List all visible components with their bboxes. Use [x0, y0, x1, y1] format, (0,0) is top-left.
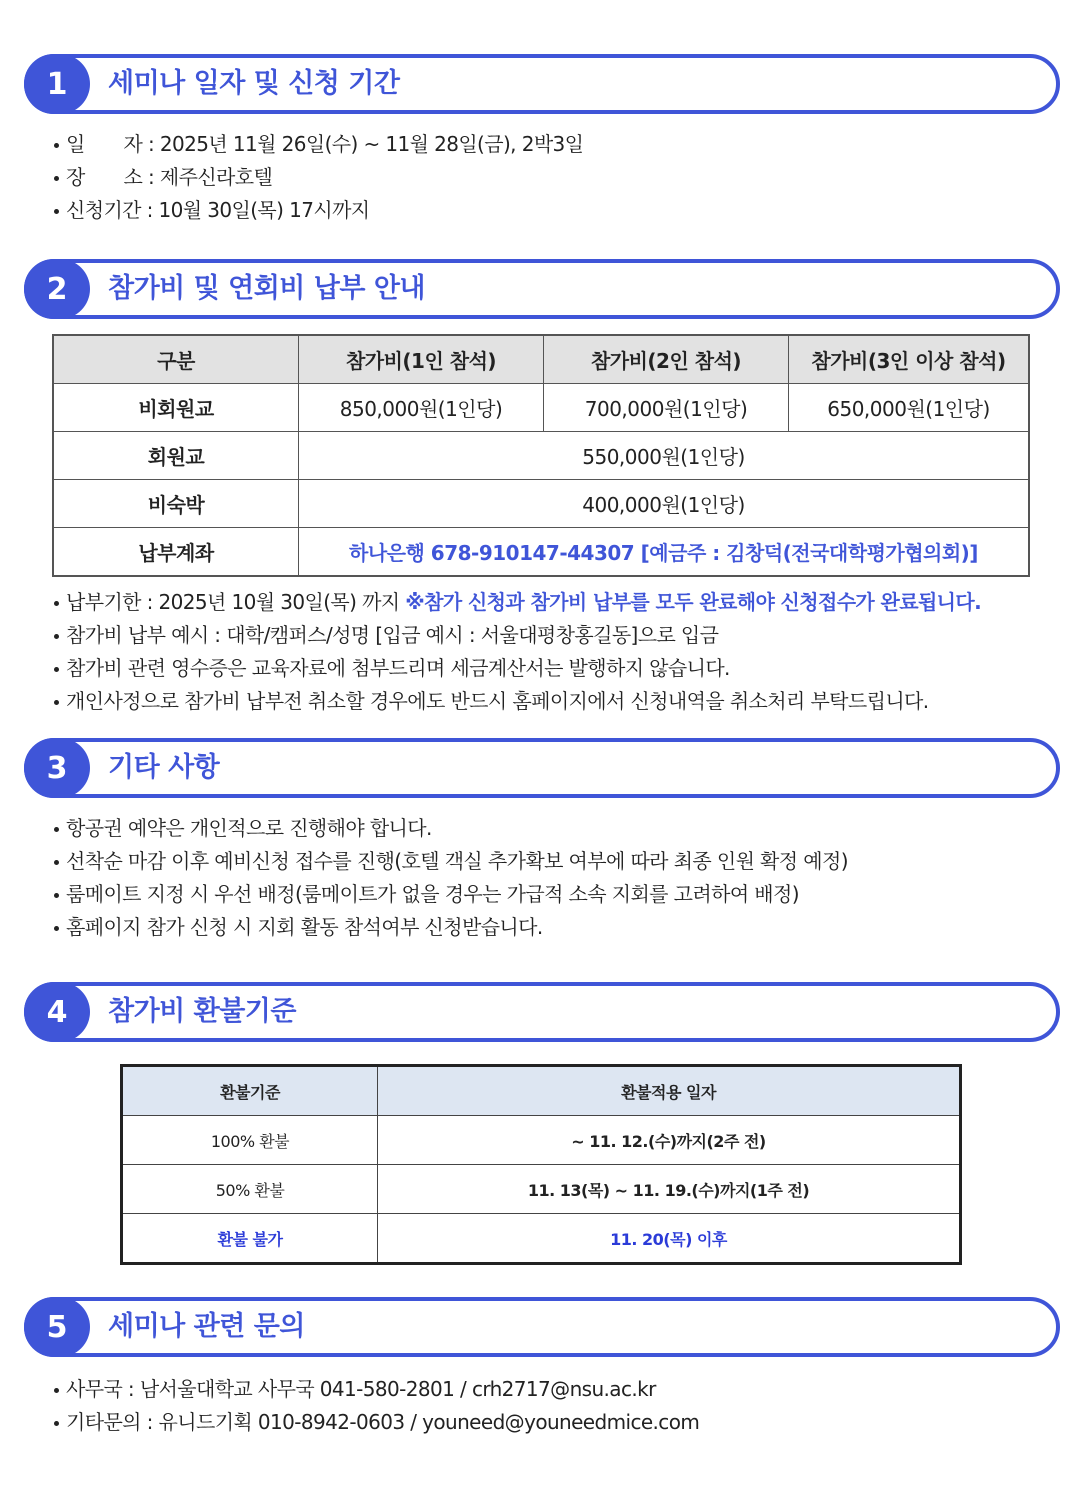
contact-office: 사무국 : 남서울대학교 사무국 041-580-2801 / crh2717@nsu.ac.kr — [52, 1373, 699, 1406]
section-title: 세미나 관련 문의 — [108, 1311, 305, 1342]
table-header-row — [53, 335, 1029, 384]
table-row — [122, 1116, 961, 1165]
table-header-cell: 환불기준 — [122, 1066, 378, 1116]
section-number: 3 — [24, 738, 90, 798]
table-header-cell: 구분 — [53, 335, 299, 384]
section-4-header — [24, 982, 1060, 1042]
section-2-header — [24, 259, 1060, 319]
schedule-date: 일 자 : 2025년 11월 26일(수) ~ 11월 28일(금), 2박3일 — [52, 128, 583, 161]
schedule-list — [52, 128, 583, 227]
payment-due-text: 납부기한 : 2025년 10월 30일(목) 까지 — [66, 590, 406, 614]
table-header-cell: 참가비(3인 이상 참석) — [789, 335, 1030, 384]
fee-table — [52, 334, 1030, 577]
row-label: 비숙박 — [53, 480, 299, 528]
schedule-deadline: 신청기간 : 10월 30일(목) 17시까지 — [52, 194, 583, 227]
list-item: 항공권 예약은 개인적으로 진행해야 합니다. — [52, 812, 848, 845]
table-row — [122, 1165, 961, 1214]
refund-criteria: 환불 불가 — [122, 1214, 378, 1264]
table-cell: 400,000원(1인당) — [299, 480, 1030, 528]
list-item: 룸메이트 지정 시 우선 배정(룸메이트가 없을 경우는 가급적 소속 지회를 고려하여 배정) — [52, 878, 848, 911]
refund-criteria: 100% 환불 — [122, 1116, 378, 1165]
section-3-header — [24, 738, 1060, 798]
section-title: 세미나 일자 및 신청 기간 — [108, 68, 400, 99]
payment-due-warning: ※참가 신청과 참가비 납부를 모두 완료해야 신청접수가 완료됩니다. — [405, 590, 982, 614]
refund-date: 11. 13(목) ~ 11. 19.(수)까지(1주 전) — [378, 1165, 961, 1214]
table-cell: 650,000원(1인당) — [789, 384, 1030, 432]
section-title: 참가비 및 연회비 납부 안내 — [108, 273, 426, 304]
table-row — [53, 528, 1029, 577]
section-5-header — [24, 1297, 1060, 1357]
section-title: 참가비 환불기준 — [108, 996, 296, 1027]
table-header-cell: 참가비(1인 참석) — [299, 335, 544, 384]
table-row — [53, 384, 1029, 432]
table-row — [122, 1214, 961, 1264]
payment-notes — [52, 586, 981, 718]
section-number: 2 — [24, 259, 90, 319]
refund-date: 11. 20(목) 이후 — [378, 1214, 961, 1264]
refund-table — [120, 1064, 962, 1265]
refund-criteria: 50% 환불 — [122, 1165, 378, 1214]
table-header-cell: 환불적용 일자 — [378, 1066, 961, 1116]
list-item: 홈페이지 참가 신청 시 지회 활동 참석여부 신청받습니다. — [52, 911, 848, 944]
payment-receipt: 참가비 관련 영수증은 교육자료에 첨부드리며 세금계산서는 발행하지 않습니다. — [52, 652, 981, 685]
list-item: 선착순 마감 이후 예비신청 접수를 진행(호텔 객실 추가확보 여부에 따라 최종 인원 확정 예정) — [52, 845, 848, 878]
section-number: 1 — [24, 54, 90, 114]
contact-other: 기타문의 : 유니드기획 010-8942-0603 / youneed@youneedmice.com — [52, 1406, 699, 1439]
table-cell: 700,000원(1인당) — [544, 384, 789, 432]
row-label: 납부계좌 — [53, 528, 299, 577]
row-label: 회원교 — [53, 432, 299, 480]
row-label: 비회원교 — [53, 384, 299, 432]
payment-example: 참가비 납부 예시 : 대학/캠퍼스/성명 [입금 예시 : 서울대평창홍길동]으로 입금 — [52, 619, 981, 652]
table-header-row — [122, 1066, 961, 1116]
section-1-header — [24, 54, 1060, 114]
table-row — [53, 480, 1029, 528]
schedule-place: 장 소 : 제주신라호텔 — [52, 161, 583, 194]
table-header-cell: 참가비(2인 참석) — [544, 335, 789, 384]
other-notes — [52, 812, 848, 944]
refund-date: ~ 11. 12.(수)까지(2주 전) — [378, 1116, 961, 1165]
section-title: 기타 사항 — [108, 752, 220, 783]
section-number: 5 — [24, 1297, 90, 1357]
contact-list — [52, 1373, 699, 1439]
table-cell: 850,000원(1인당) — [299, 384, 544, 432]
payment-due — [52, 586, 981, 619]
table-row — [53, 432, 1029, 480]
table-cell: 550,000원(1인당) — [299, 432, 1030, 480]
payment-cancel: 개인사정으로 참가비 납부전 취소할 경우에도 반드시 홈페이지에서 신청내역을 취소처리 부탁드립니다. — [52, 685, 981, 718]
bank-account: 하나은행 678-910147-44307 [예금주 : 김창덕(전국대학평가협의회)] — [299, 528, 1030, 577]
section-number: 4 — [24, 982, 90, 1042]
